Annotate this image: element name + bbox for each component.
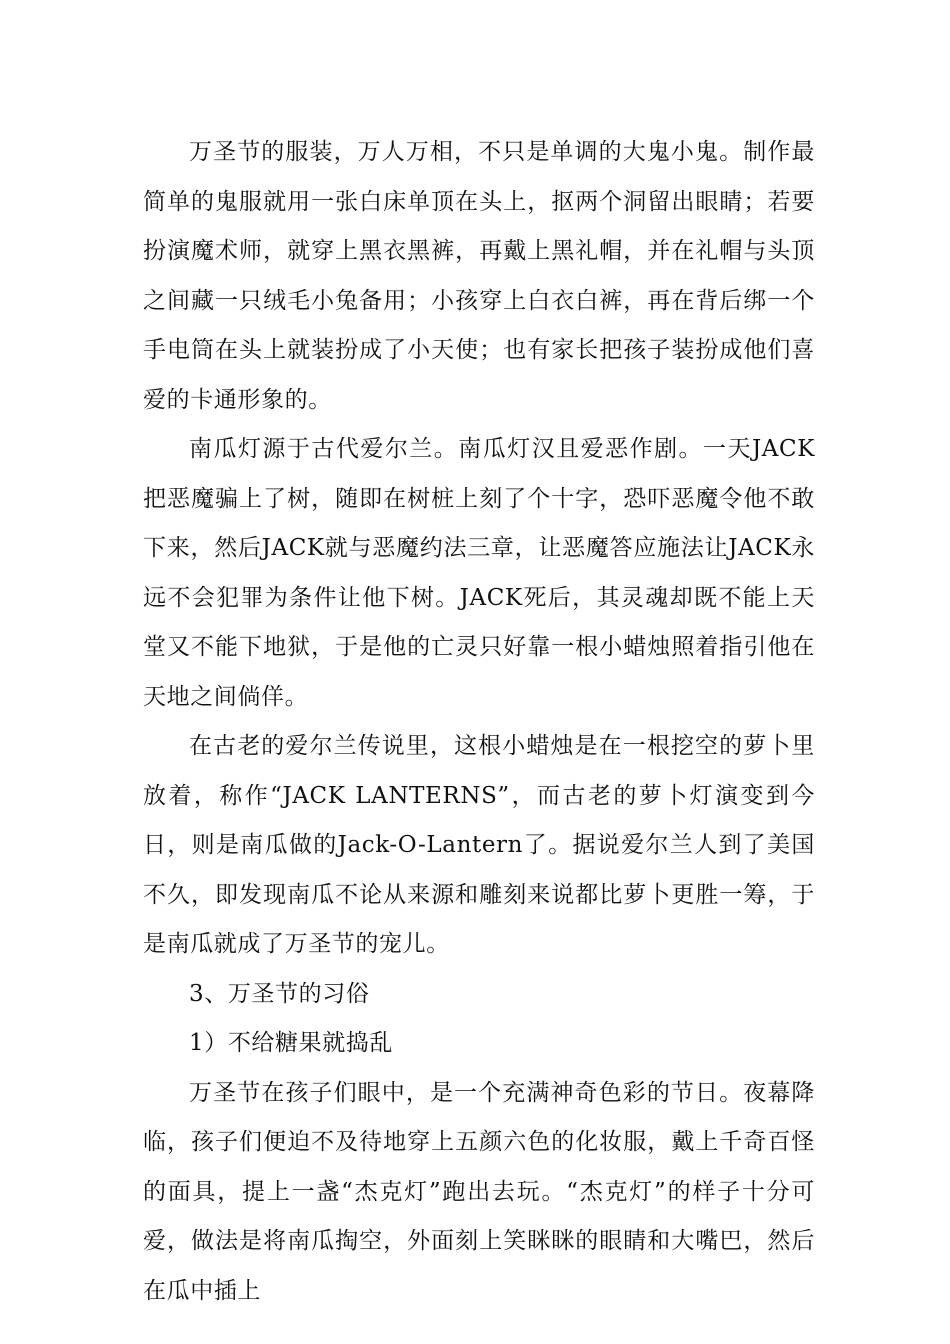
paragraph-pumpkin-lantern-origin: 南瓜灯源于古代爱尔兰。南瓜灯汉且爱恶作剧。一天JACK把恶魔骗上了树，随即在树桩上刻了个十字，恐吓恶魔令他不敢下来，然后JACK就与恶魔约法三章，让恶魔答应施法让JACK永远不会犯罪为条件让他下树。JACK死后，其灵魂却既不能上天堂又不能下地狱，于是他的亡灵只好靠一根小蜡烛照着指引他在天地之间倘佯。 — [143, 436, 815, 710]
sub-heading: 1）不给糖果就捣乱 — [189, 1030, 394, 1056]
paragraph-costumes: 万圣节的服装，万人万相，不只是单调的大鬼小鬼。制作最简单的鬼服就用一张白床单顶在头上，抠两个洞留出眼睛；若要扮演魔术师，就穿上黑衣黑裤，再戴上黑礼帽，并在礼帽与头顶之间藏一只绒毛小兔备用；小孩穿上白衣白裤，再在背后绑一个手电筒在头上就装扮成了小天使；也有家长把孩子装扮成他们喜爱的卡通形象的。 — [143, 139, 815, 413]
paragraph-trick-or-treat: 万圣节在孩子们眼中，是一个充满神奇色彩的节日。夜幕降临，孩子们便迫不及待地穿上五颜六色的化妆服，戴上千奇百怪的面具，提上一盏“杰克灯”跑出去玩。“杰克灯”的样子十分可爱，做法是将南瓜掏空，外面刻上笑眯眯的眼睛和大嘴巴，然后在瓜中插上 — [143, 1079, 815, 1304]
paragraph-jack-lanterns: 在古老的爱尔兰传说里，这根小蜡烛是在一根挖空的萝卜里放着，称作“JACK LANTERNS”，而古老的萝卜灯演变到今日，则是南瓜做的Jack-O-Lantern了。据说爱尔兰人到了美国不久，即发现南瓜不论从来源和雕刻来说都比萝卜更胜一筹，于是南瓜就成了万圣节的宠儿。 — [143, 733, 815, 957]
document-body — [143, 128, 815, 1316]
section-heading: 3、万圣节的习俗 — [189, 980, 370, 1007]
